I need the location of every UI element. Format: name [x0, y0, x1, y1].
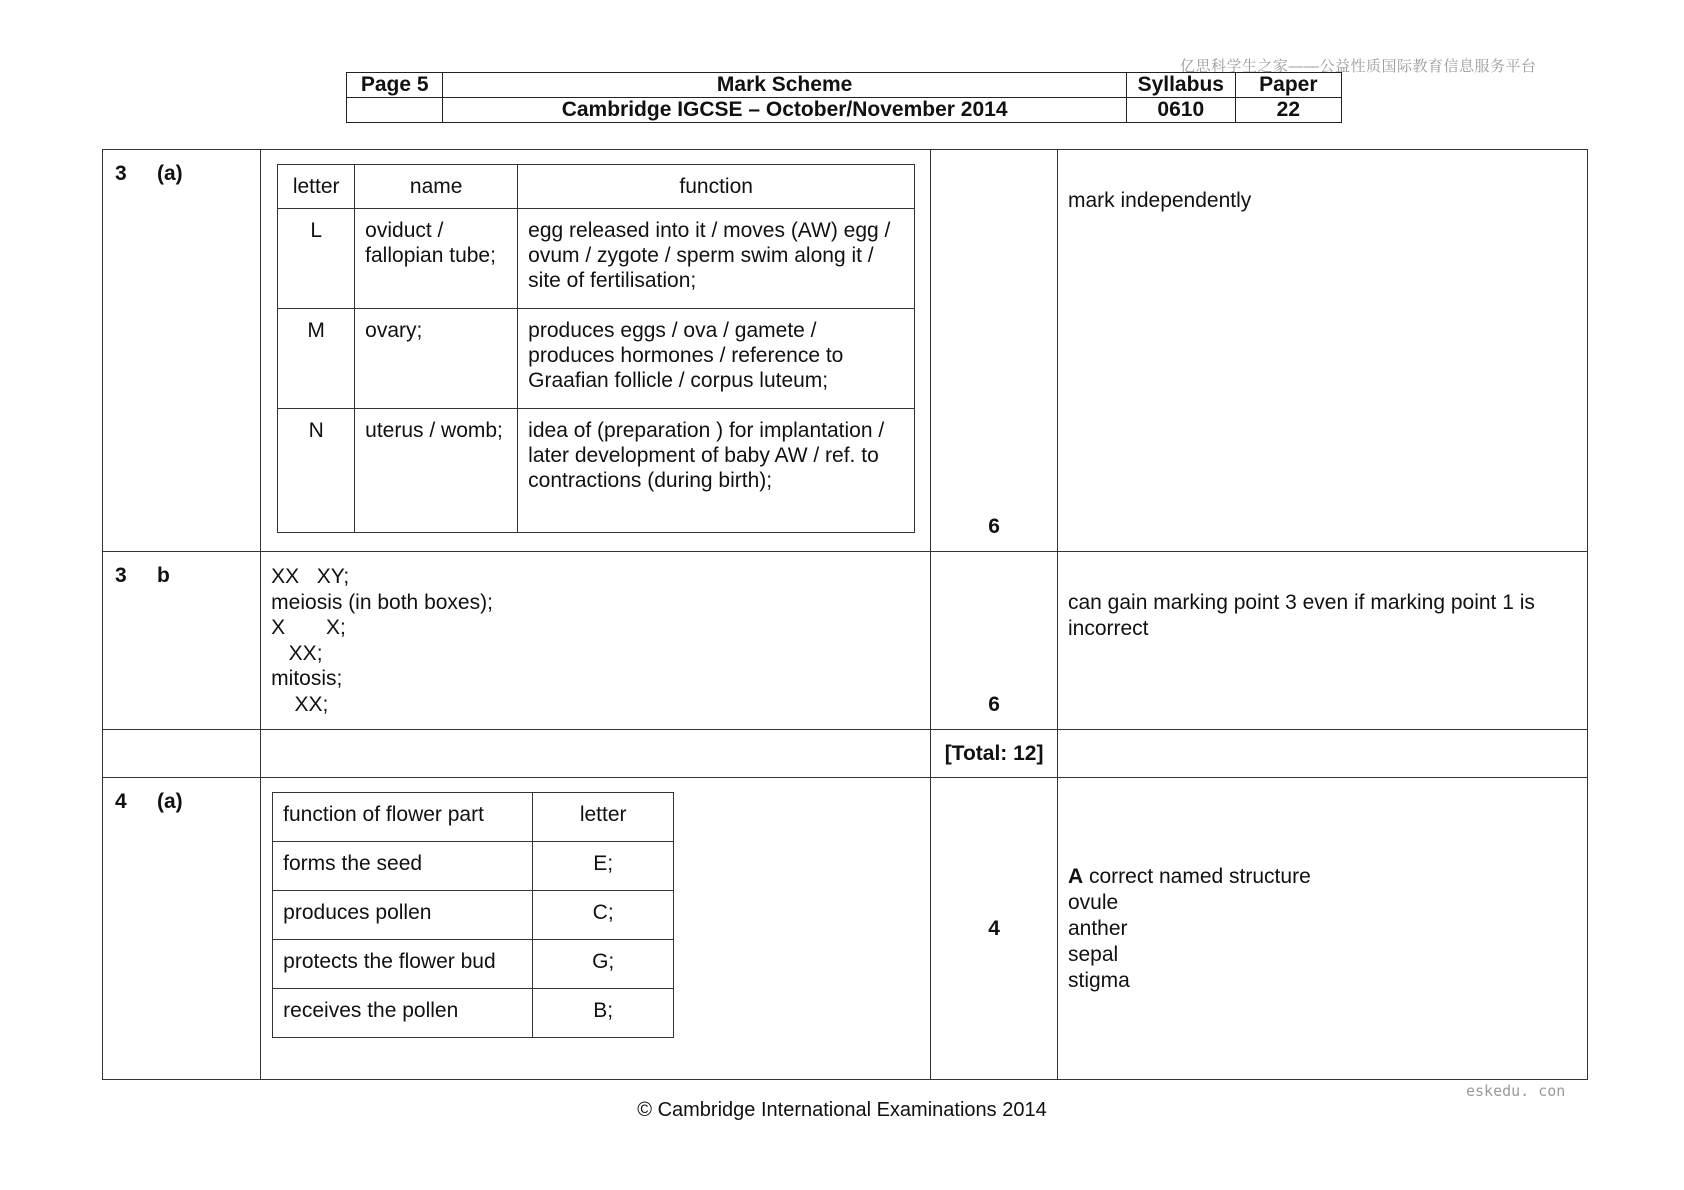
q3a-row-name: oviduct / fallopian tube; [355, 209, 518, 309]
total-empty-2 [261, 730, 931, 778]
q3a-inner-table [277, 164, 915, 533]
q3b-note: can gain marking point 3 even if marking point 1 is incorrect [1057, 552, 1587, 730]
q4a-row-letter: G; [533, 940, 674, 989]
header-syllabus-label: Syllabus [1126, 73, 1235, 98]
q3a-marks: 6 [931, 150, 1058, 552]
q4a-header-function: function of flower part [273, 793, 533, 842]
header-subtitle: Cambridge IGCSE – October/November 2014 [443, 98, 1127, 123]
row-q3b [103, 552, 1588, 730]
q4a-note-item: ovule [1067, 890, 1119, 914]
q3a-part: (a) [157, 162, 183, 185]
table-row [273, 989, 674, 1038]
q4a-note-lead-text: correct named structure [1083, 864, 1311, 888]
table-row [278, 409, 915, 533]
q4a-number-cell [103, 778, 261, 1080]
watermark-top: 亿思科学生之家——公益性质国际教育信息服务平台 [1180, 58, 1537, 75]
q3a-header-letter: letter [278, 165, 355, 209]
q4a-row-function: produces pollen [273, 891, 533, 940]
q3b-marks: 6 [931, 552, 1058, 730]
q3a-header-name: name [355, 165, 518, 209]
q3b-part: b [157, 564, 170, 587]
table-row [273, 842, 674, 891]
q3a-row-letter: L [278, 209, 355, 309]
q4a-row-letter: E; [533, 842, 674, 891]
row-total [103, 730, 1588, 778]
q3a-row-letter: M [278, 309, 355, 409]
q3a-row-function: egg released into it / moves (AW) egg / ovum / zygote / sperm swim along it / site of fertilisation; [518, 209, 915, 309]
header-paper-label: Paper [1235, 73, 1341, 98]
table-row [278, 209, 915, 309]
q4a-inner-table [272, 792, 674, 1038]
q4a-row-function: receives the pollen [273, 989, 533, 1038]
q3a-row-letter: N [278, 409, 355, 533]
header-blank [347, 98, 443, 123]
footer-copyright: © Cambridge International Examinations 2014 [637, 1099, 1047, 1121]
header-page: Page 5 [347, 73, 443, 98]
q3b-answer: XX XY; meiosis (in both boxes); X X; XX; mitosis; XX; [261, 552, 931, 730]
table-row [273, 940, 674, 989]
table-row [273, 891, 674, 940]
q4a-row-letter: B; [533, 989, 674, 1038]
q4a-note-item: anther [1067, 916, 1128, 940]
q3b-number-cell [103, 552, 261, 730]
mark-scheme-table [102, 149, 1588, 1080]
header-syllabus: 0610 [1126, 98, 1235, 123]
q4a-note-bold: A [1067, 864, 1084, 888]
q4a-number: 4 [115, 790, 127, 813]
total-empty-3 [1057, 730, 1587, 778]
q3a-row-name: uterus / womb; [355, 409, 518, 533]
table-row [278, 309, 915, 409]
q4a-note-cell [1057, 778, 1587, 1080]
total-marks: [Total: 12] [931, 730, 1058, 778]
q3a-number-cell [103, 150, 261, 552]
q4a-row-function: forms the seed [273, 842, 533, 891]
q3a-row-function: idea of (preparation ) for implantation / later development of baby AW / ref. to contractions (during birth); [518, 409, 915, 533]
q4a-answer-cell [261, 778, 931, 1080]
q4a-marks: 4 [931, 778, 1058, 1080]
q4a-row-function: protects the flower bud [273, 940, 533, 989]
q4a-note-lead [1068, 864, 1577, 890]
q4a-note-item: sepal [1067, 942, 1119, 966]
row-q3a [103, 150, 1588, 552]
q3a-row-function: produces eggs / ova / gamete / produces hormones / reference to Graafian follicle / corpus luteum; [518, 309, 915, 409]
q4a-header-letter: letter [533, 793, 674, 842]
q3a-number: 3 [115, 162, 127, 185]
q3a-answer-cell [261, 150, 931, 552]
header-title: Mark Scheme [443, 73, 1127, 98]
header-paper: 22 [1235, 98, 1341, 123]
q3a-note: mark independently [1057, 150, 1587, 552]
watermark-bottom: eskedu. con [1466, 1082, 1566, 1100]
total-empty-1 [103, 730, 261, 778]
q4a-row-letter: C; [533, 891, 674, 940]
q3a-header-function: function [518, 165, 915, 209]
q4a-part: (a) [157, 790, 183, 813]
q3b-number: 3 [115, 564, 127, 587]
page-header-table [346, 72, 1342, 123]
q4a-note-item: stigma [1067, 968, 1130, 992]
row-q4a [103, 778, 1588, 1080]
q3a-row-name: ovary; [355, 309, 518, 409]
